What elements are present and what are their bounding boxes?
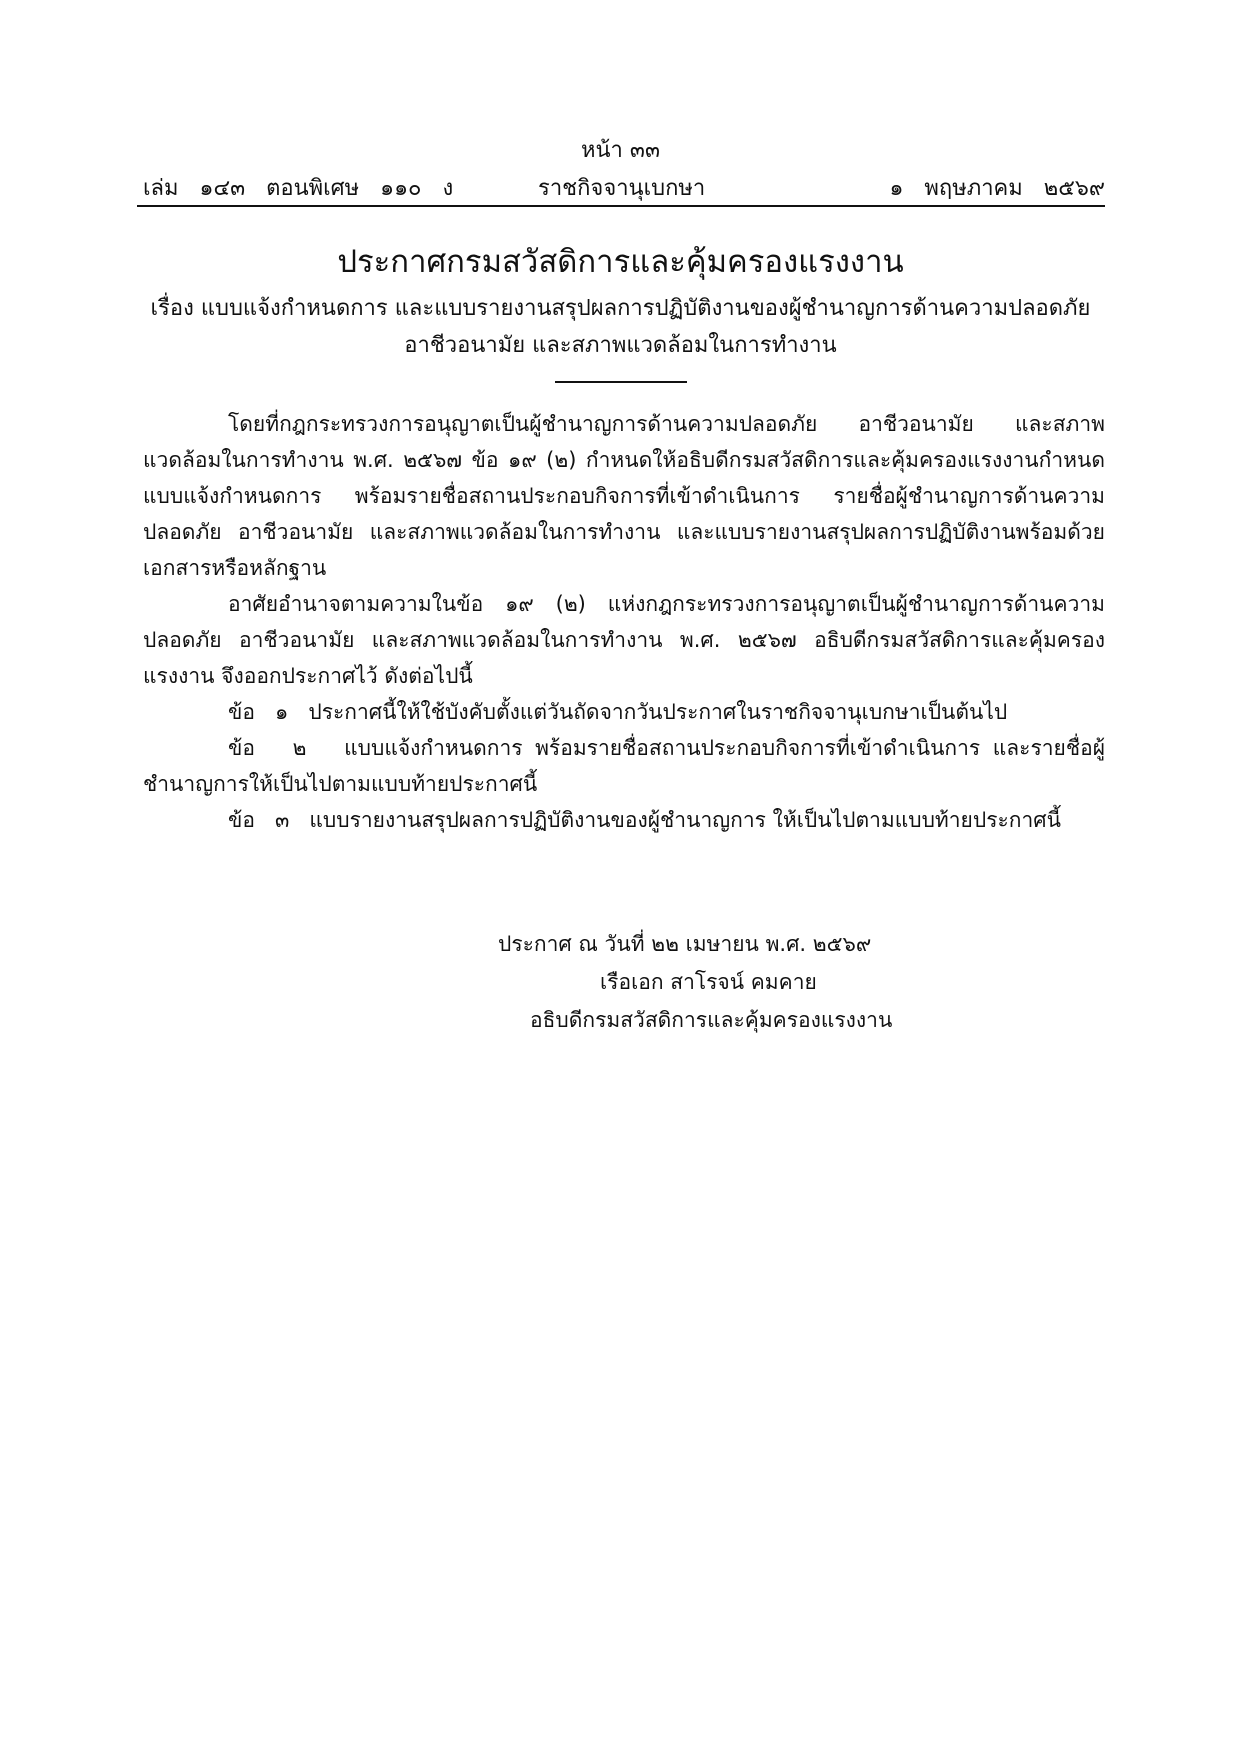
clause-1-label: ข้อ ๑ xyxy=(228,700,309,724)
preamble-paragraph-1: โดยที่กฎกระทรวงการอนุญาตเป็นผู้ชำนาญการด้านความปลอดภัย อาชีวอนามัย และสภาพแวดล้อมในการทำงาน พ.ศ. ๒๕๖๗ ข้อ ๑๙ (๒) กำหนดให้อธิบดีกรมสวัสดิการและคุ้มครองแรงงานกำหนดแบบแจ้งกำหนดการ พร้อมรายชื่อสถานประกอบกิจการที่เข้าดำเนินการ รายชื่อผู้ชำนาญการด้านความปลอดภัย อาชีวอนามัย และสภาพแวดล้อมในการทำงาน และแบบรายงานสรุปผลการปฏิบัติงานพร้อมด้วยเอกสารหรือหลักฐาน xyxy=(143,412,1105,580)
gazette-header xyxy=(143,170,1105,202)
preamble-paragraph-2: อาศัยอำนาจตามความในข้อ ๑๙ (๒) แห่งกฎกระทรวงการอนุญาตเป็นผู้ชำนาญการด้านความปลอดภัย อาชีวอนามัย และสภาพแวดล้อมในการทำงาน พ.ศ. ๒๕๖๗ อธิบดีกรมสวัสดิการและคุ้มครองแรงงาน จึงออกประกาศไว้ ดังต่อไปนี้ xyxy=(143,592,1105,688)
volume-issue: เล่ม ๑๔๓ ตอนพิเศษ ๑๑๐ ง xyxy=(143,176,454,201)
clause-2-label: ข้อ ๒ xyxy=(228,736,345,760)
clause-2-text: แบบแจ้งกำหนดการ พร้อมรายชื่อสถานประกอบกิจการที่เข้าดำเนินการ และรายชื่อผู้ชำนาญการให้เป็นไปตามแบบท้ายประกาศนี้ xyxy=(143,736,1105,796)
clause-3 xyxy=(143,802,1105,838)
announcement-date: ประกาศ ณ วันที่ ๒๒ เมษายน พ.ศ. ๒๕๖๙ xyxy=(498,932,872,956)
announcement-title: ประกาศกรมสวัสดิการและคุ้มครองแรงงาน xyxy=(337,244,904,280)
announcement-subject xyxy=(120,290,1121,364)
header-divider xyxy=(137,205,1105,207)
title-divider xyxy=(555,381,687,383)
clause-1 xyxy=(143,694,1105,730)
clause-2 xyxy=(143,730,1105,802)
signature-block xyxy=(480,925,940,1039)
announcement-body xyxy=(143,406,1105,838)
subject-line-2: อาชีวอนามัย และสภาพแวดล้อมในการทำงาน xyxy=(404,333,837,358)
gazette-date: ๑ พฤษภาคม ๒๕๖๙ xyxy=(889,176,1105,201)
page-number: หน้า ๓๓ xyxy=(581,138,660,163)
signatory-position: อธิบดีกรมสวัสดิการและคุ้มครองแรงงาน xyxy=(530,1008,893,1032)
subject-line-1: เรื่อง แบบแจ้งกำหนดการ และแบบรายงานสรุปผลการปฏิบัติงานของผู้ชำนาญการด้านความปลอดภัย xyxy=(150,296,1091,321)
clause-3-text: แบบรายงานสรุปผลการปฏิบัติงานของผู้ชำนาญการ ให้เป็นไปตามแบบท้ายประกาศนี้ xyxy=(309,808,1061,832)
gazette-name: ราชกิจจานุเบกษา xyxy=(538,176,706,201)
signatory-name: เรือเอก สาโรจน์ คมคาย xyxy=(600,970,817,994)
clause-3-label: ข้อ ๓ xyxy=(228,808,310,832)
clause-1-text: ประกาศนี้ให้ใช้บังคับตั้งแต่วันถัดจากวันประกาศในราชกิจจานุเบกษาเป็นต้นไป xyxy=(308,700,1008,724)
